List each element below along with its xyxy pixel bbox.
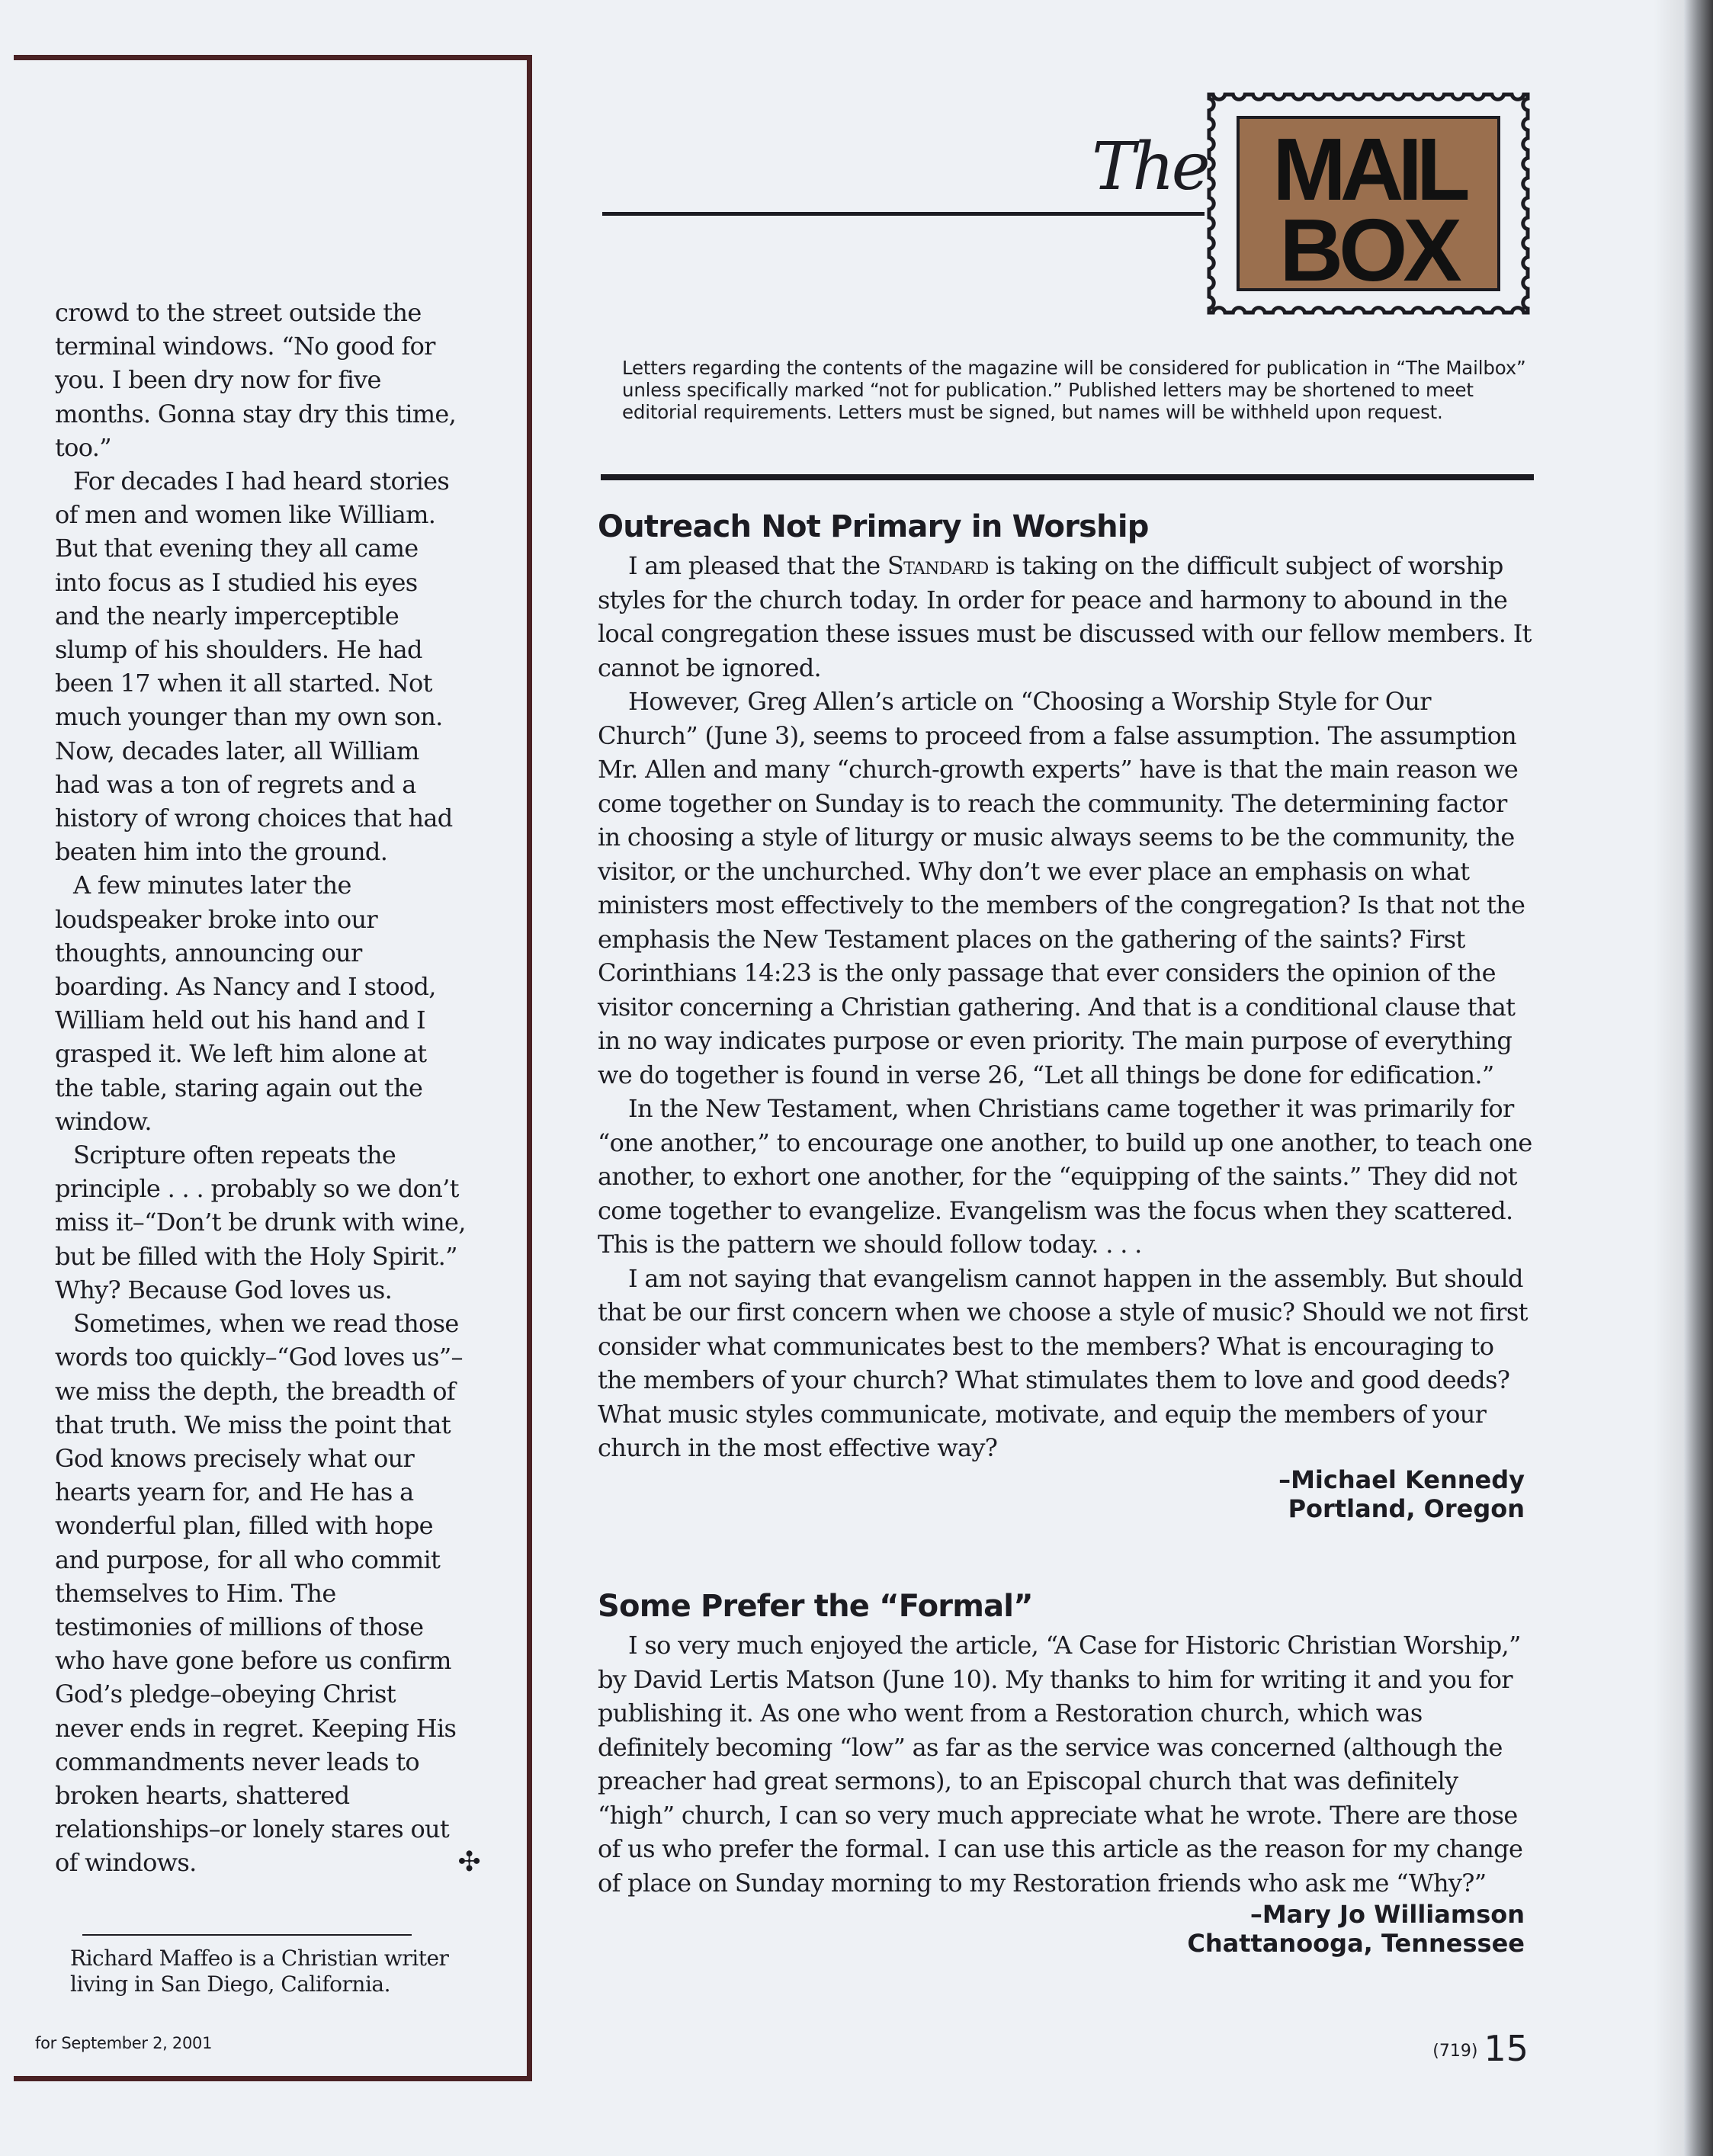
letter-text: is taking on the difficult subject of worship styles for the church today. In order for peace and harmony to abound in the local congregation these issues must be discussed with our fellow members. It cannot be ignored. <box>598 551 1532 682</box>
letter-signature <box>598 1900 1525 1958</box>
letter-body <box>598 549 1535 1465</box>
page-number-value: 15 <box>1484 2028 1529 2069</box>
page-gutter-shadow <box>1654 0 1684 2156</box>
letter-text: I am pleased that the <box>628 551 887 580</box>
page-code: (719) <box>1432 2042 1478 2061</box>
letter-paragraph <box>598 549 1535 685</box>
signature-place: Portland, Oregon <box>1288 1493 1525 1523</box>
sidebar-paragraph-text: Sometimes, when we read those words too quickly–“God loves us”–we miss the depth, the breadth of that truth. We miss the point that God knows precisely what our hearts yearn for, and He has a wonderful plan, filled with hope and purpose, for all who commit themselves to Him. The testimonies of millions of those who have gone before us confirm God’s pledge–obeying Christ never ends in regret. Keeping His commandments never leads to broken hearts, shattered relationships–or lonely stares out of windows. <box>55 1309 463 1878</box>
issue-date-folio: for September 2, 2001 <box>35 2034 213 2052</box>
magazine-name: Standard <box>887 551 989 580</box>
section-divider <box>601 474 1534 480</box>
sidebar-paragraph: crowd to the street outside the terminal windows. “No good for you. I been dry now for five months. Gonna stay dry this time, too.” <box>55 298 457 462</box>
mailbox-policy-note <box>622 357 1529 423</box>
signature-place: Chattanooga, Tennessee <box>1187 1929 1525 1958</box>
end-mark-icon: ✣ <box>457 1846 480 1878</box>
signature-name: –Michael Kennedy <box>1278 1465 1525 1494</box>
mailbox-policy-text: Letters regarding the contents of the magazine will be considered for publication in “The Mailbox” unless specifically marked “not for publication.” Published letters may be shortened to meet editorial requirements. Letters must be signed, but names will be withheld upon request. <box>622 357 1526 423</box>
sidebar-paragraph <box>55 1307 480 1879</box>
masthead-mail: MAIL <box>1272 120 1464 219</box>
author-bio <box>70 1946 497 1997</box>
letter-body <box>598 1628 1535 1900</box>
masthead-rule <box>602 212 1205 216</box>
letter-signature <box>598 1465 1525 1523</box>
sidebar-article <box>55 296 480 1880</box>
letter-outreach <box>598 508 1535 1523</box>
letter-headline: Outreach Not Primary in Worship <box>598 509 1149 544</box>
sidebar-paragraph: Scripture often repeats the principle . . . probably so we don’t miss it–“Don’t be drunk with wine, but be filled with the Holy Spirit.” Why? Because God loves us. <box>55 1141 466 1304</box>
page-edge <box>1684 0 1713 2156</box>
bio-divider <box>82 1934 412 1936</box>
letter-headline: Some Prefer the “Formal” <box>598 1589 1033 1624</box>
masthead-box: BOX <box>1279 201 1458 300</box>
letter-paragraph: In the New Testament, when Christians came together it was primarily for “one another,” to encourage one another, to build up one another, to teach one another, to exhort one another, for the “equipping of the saints.” They did not come together to evangelize. Evangelism was the focus when they scattered. This is the pattern we should follow today. . . . <box>598 1094 1532 1259</box>
letter-paragraph: I am not saying that evangelism cannot happen in the assembly. But should that be our first concern when we choose a style of music? Should we not first consider what communicates best to the members? What is encouraging to the members of your church? What stimulates them to love and good deeds? What music styles communicate, motivate, and equip the members of your church in the most effective way? <box>598 1263 1528 1462</box>
sidebar-paragraph: A few minutes later the loudspeaker broke into our thoughts, announcing our boarding. As Nancy and I stood, William held out his hand and I grasped it. We left him alone at the table, staring again out the window. <box>55 871 436 1136</box>
signature-name: –Mary Jo Williamson <box>1249 1900 1525 1929</box>
masthead-the: The <box>1092 129 1208 205</box>
author-bio-text: Richard Maffeo is a Christian writer living in San Diego, California. <box>70 1946 449 1997</box>
letter-paragraph: I so very much enjoyed the article, “A Case for Historic Christian Worship,” by David Lertis Matson (June 10). My thanks to him for writing it and you for publishing it. As one who went from a Restoration church, which was definitely becoming “low” as far as the service was concerned (although the preacher had great sermons), to an Episcopal church that was definitely “high” church, I can so very much appreciate what he wrote. There are those of us who prefer the formal. I can use this article as the reason for my change of place on Sunday morning to my Restoration friends who ask me “Why?” <box>598 1631 1523 1898</box>
mailbox-stamp-logo <box>1198 85 1538 322</box>
letter-formal <box>598 1587 1535 1958</box>
sidebar-paragraph: For decades I had heard stories of men and women like William. But that evening they all came into focus as I studied his eyes and the nearly imperceptible slump of his shoulders. He had been 17 when it all started. Not much younger than my own son. Now, decades later, all William had was a ton of regrets and a history of wrong choices that had beaten him into the ground. <box>55 467 453 867</box>
page-number <box>1432 2028 1529 2069</box>
letter-paragraph: However, Greg Allen’s article on “Choosing a Worship Style for Our Church” (June 3), seems to proceed from a false assumption. The assumption Mr. Allen and many “church-growth experts” have is that the main reason we come together on Sunday is to reach the community. The determining factor in choosing a style of liturgy or music always seems to be the community, the visitor, or the unchurched. Why don’t we ever place an emphasis on what ministers most effectively to the members of the congregation? Is that not the emphasis the New Testament places on the gathering of the saints? First Corinthians 14:23 is the only passage that ever considers the opinion of the visitor concerning a Christian gathering. And that is a conditional clause that in no way indicates purpose or even priority. The main purpose of everything we do together is found in verse 26, “Let all things be done for edification.” <box>598 687 1525 1089</box>
